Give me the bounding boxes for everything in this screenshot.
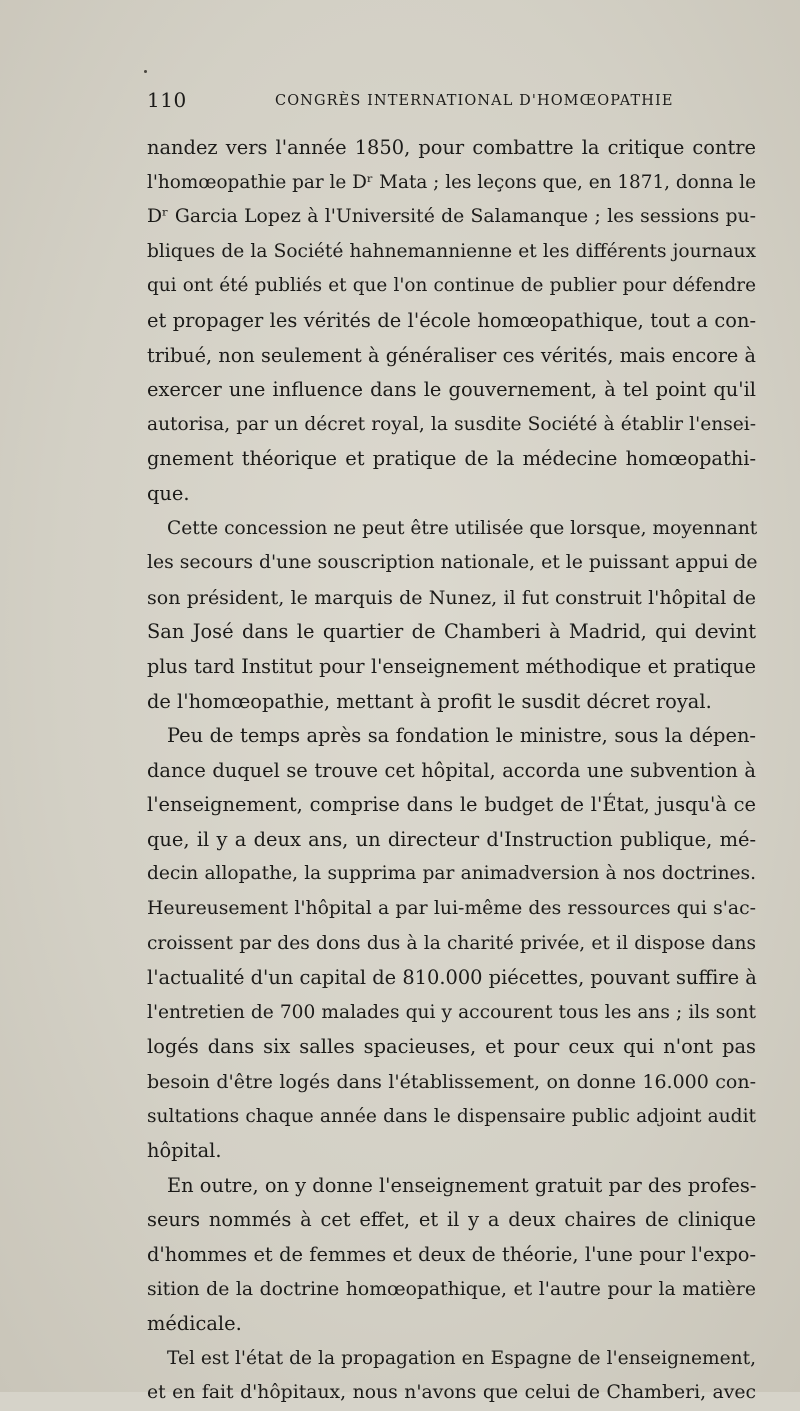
- text-line: l'entretien de 700 malades qui y accourent tous les ans ; ils sont: [147, 1001, 756, 1023]
- text-line: qui ont été publiés et que l'on continue de publier pour défendre: [147, 275, 756, 297]
- text-line: médicale.: [147, 1312, 242, 1336]
- text-line: En outre, on y donne l'enseignement gratuit par des profes-: [167, 1173, 757, 1197]
- text-line: croissent par des dons dus à la charité privée, et il dispose dans: [147, 932, 756, 954]
- running-head: CONGRÈS INTERNATIONAL D'HOMŒOPATHIE: [275, 93, 674, 109]
- text-line: que.: [147, 481, 190, 505]
- text-line: dance duquel se trouve cet hôpital, accorda une subvention à: [147, 758, 756, 782]
- text-line: sultations chaque année dans le dispensaire public adjoint audit: [147, 1105, 756, 1127]
- text-line: Cette concession ne peut être utilisée que lorsque, moyennant: [167, 517, 758, 539]
- text-line: gnement théorique et pratique de la médecine homœopathi-: [147, 447, 756, 471]
- text-line: son président, le marquis de Nunez, il fut construit l'hôpital de: [147, 586, 756, 609]
- text-line: plus tard Institut pour l'enseignement méthodique et pratique: [147, 654, 756, 678]
- text-line: Heureusement l'hôpital a par lui-même des ressources qui s'ac-: [147, 898, 756, 920]
- text-line: San José dans le quartier de Chamberi à Madrid, qui devint: [147, 620, 756, 644]
- text-line: decin allopathe, la supprima par animadversion à nos doctrines.: [147, 863, 756, 885]
- text-line: Peu de temps après sa fondation le ministre, sous la dépen-: [167, 724, 756, 748]
- text-line: exercer une influence dans le gouvernement, à tel point qu'il: [147, 378, 756, 402]
- ink-speck: [144, 70, 147, 73]
- text-line: hôpital.: [147, 1139, 222, 1163]
- text-line: nandez vers l'année 1850, pour combattre la critique contre: [147, 136, 756, 159]
- page-number: 110: [147, 88, 187, 112]
- text-line: que, il y a deux ans, un directeur d'Instruction publique, mé-: [147, 827, 756, 851]
- text-line: Dʳ Garcia Lopez à l'Université de Salamanque ; les sessions pu-: [147, 206, 756, 228]
- text-line: l'actualité d'un capital de 810.000 piécettes, pouvant suffire à: [147, 966, 757, 990]
- text-line: de l'homœopathie, mettant à profit le susdit décret royal.: [147, 689, 712, 713]
- page-header: [147, 88, 674, 118]
- text-line: les secours d'une souscription nationale, et le puissant appui de: [147, 552, 758, 574]
- text-line: d'hommes et de femmes et deux de théorie, l'une pour l'expo-: [147, 1243, 756, 1266]
- text-line: besoin d'être logés dans l'établissement, on donne 16.000 con-: [147, 1071, 756, 1094]
- text-line: Tel est l'état de la propagation en Espagne de l'enseignement,: [167, 1347, 756, 1369]
- text-line: sition de la doctrine homœopathique, et l'autre pour la matière: [147, 1278, 756, 1300]
- body-text: [147, 131, 756, 1411]
- text-line: autorisa, par un décret royal, la susdite Société à établir l'ensei-: [147, 413, 756, 435]
- text-line: tribué, non seulement à généraliser ces vérités, mais encore à: [147, 343, 756, 367]
- text-line: et propager les vérités de l'école homœopathique, tout a con-: [147, 308, 756, 332]
- text-line: l'homœopathie par le Dʳ Mata ; les leçons que, en 1871, donna le: [147, 171, 756, 193]
- text-line: seurs nommés à cet effet, et il y a deux chaires de clinique: [147, 1208, 756, 1232]
- text-line: logés dans six salles spacieuses, et pour ceux qui n'ont pas: [147, 1035, 756, 1059]
- text-line: bliques de la Société hahnemannienne et les différents journaux: [147, 240, 756, 262]
- text-line: l'enseignement, comprise dans le budget de l'État, jusqu'à ce: [147, 793, 756, 817]
- text-line: et en fait d'hôpitaux, nous n'avons que celui de Chamberi, avec: [147, 1382, 756, 1404]
